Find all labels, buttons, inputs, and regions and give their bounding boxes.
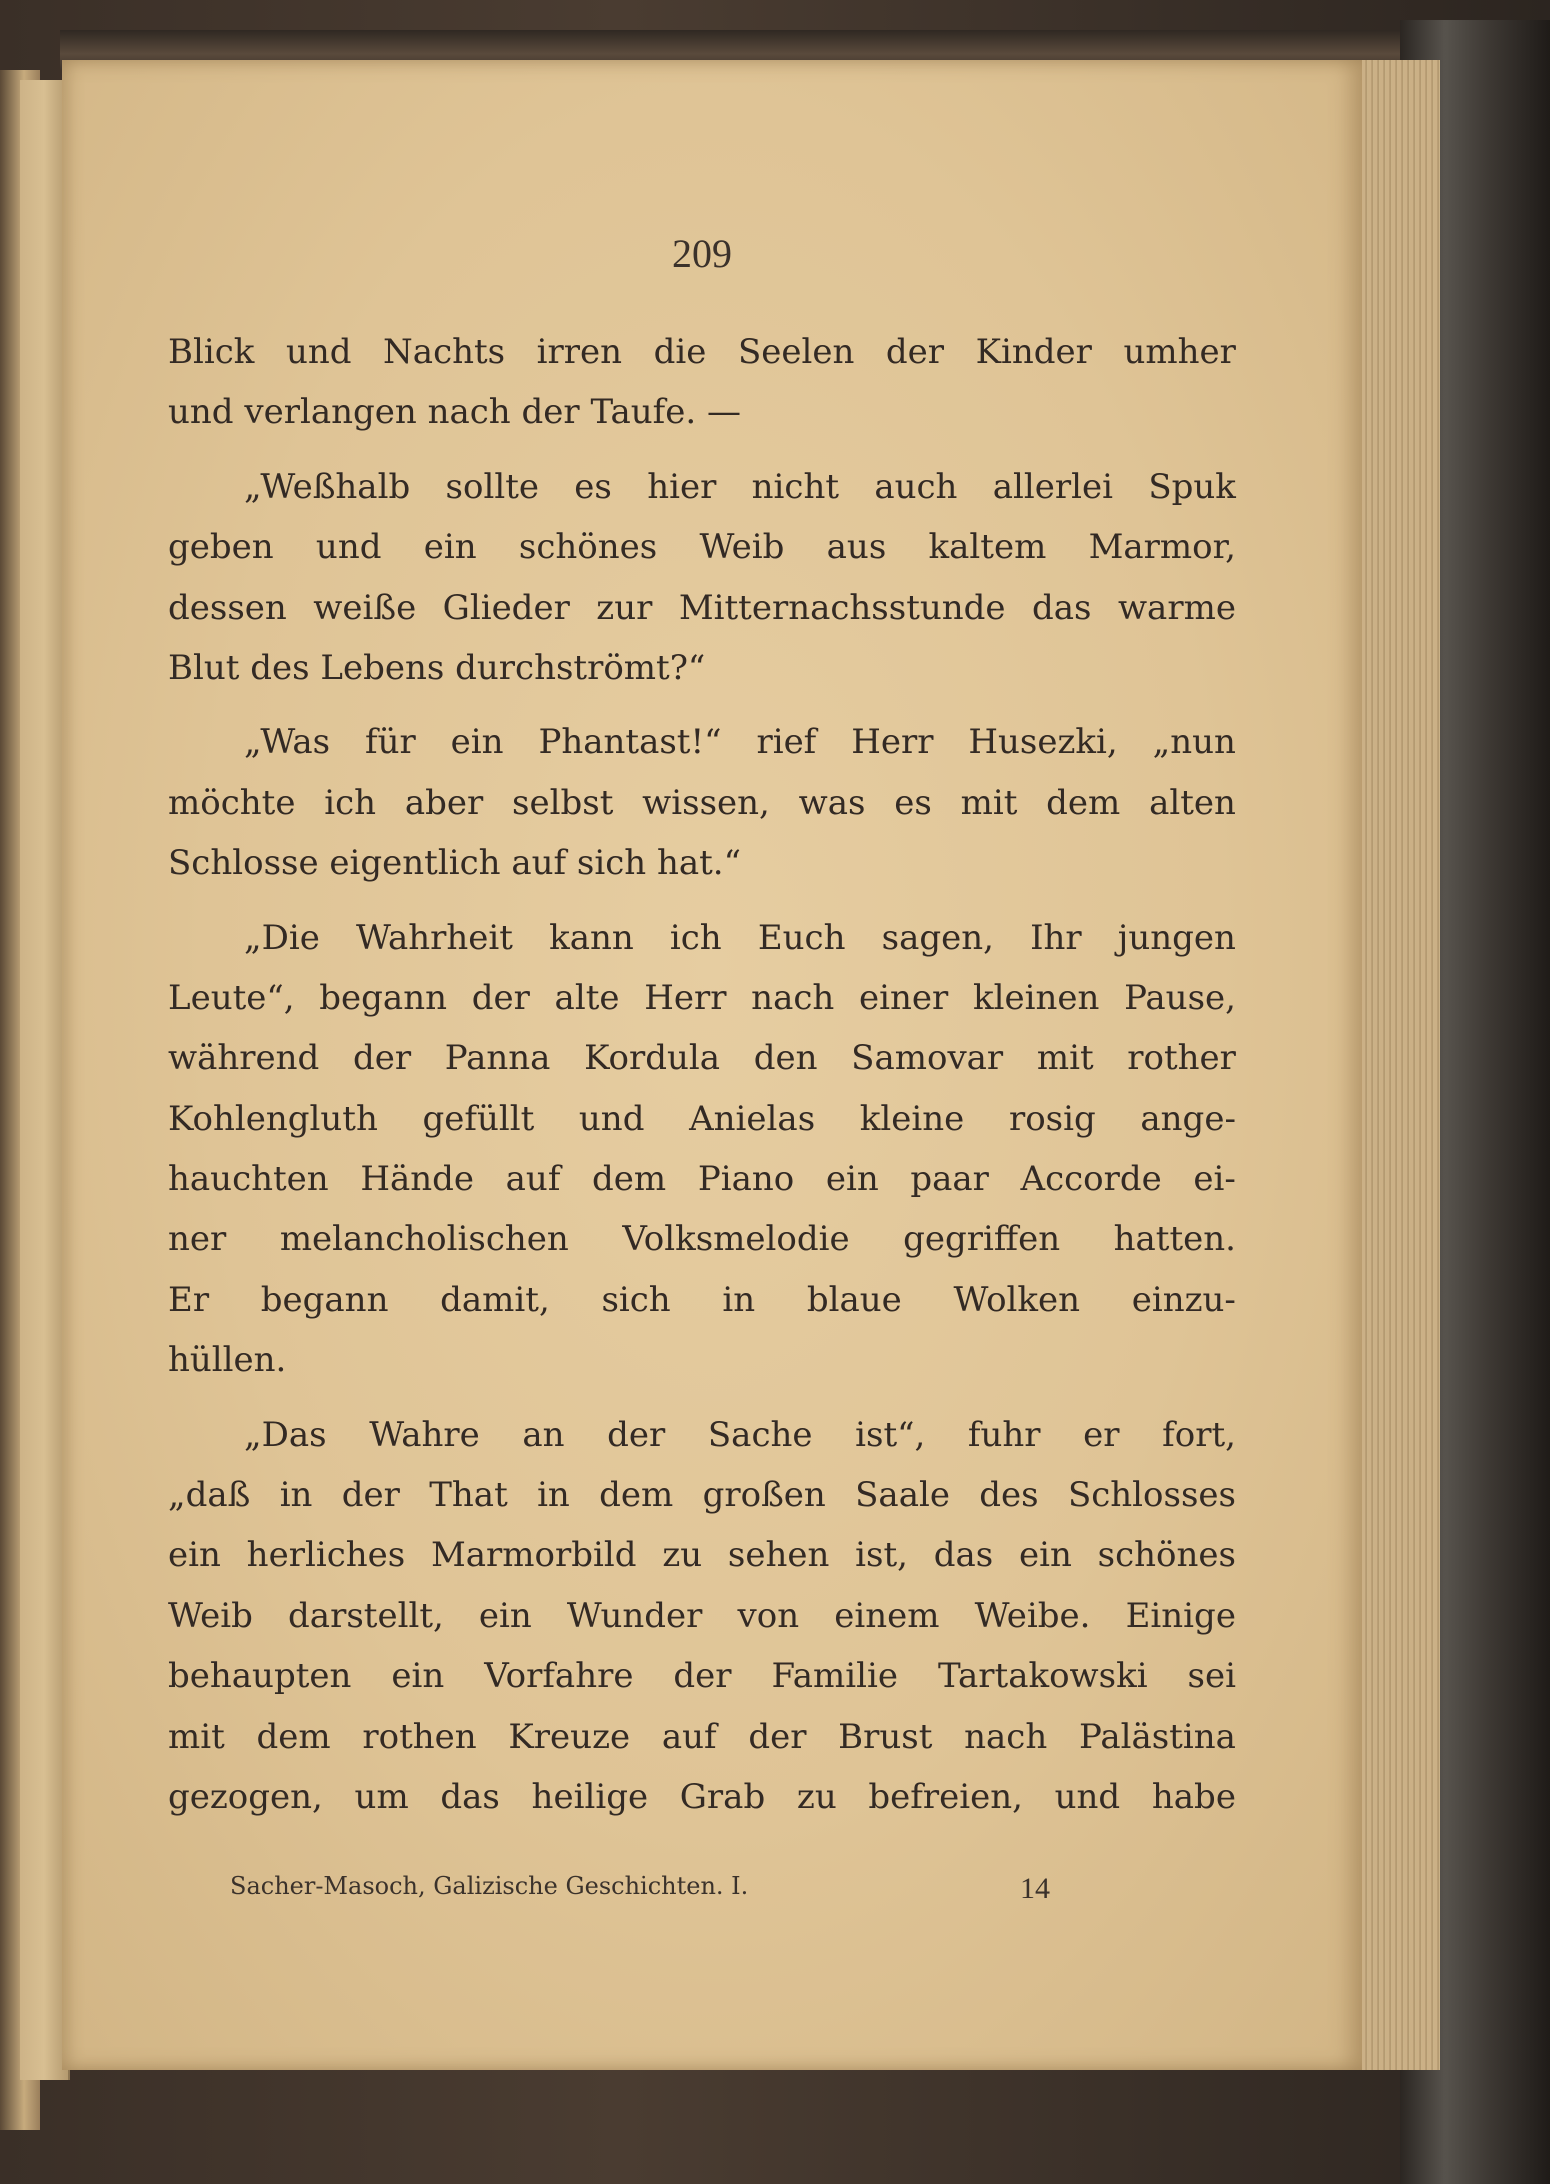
- text-line: Blut des Lebens durchströmt?“: [168, 647, 706, 688]
- text-line: „Das Wahre an der Sache ist“, fuhr er fort,: [244, 1414, 1236, 1455]
- text-line: Blick und Nachts irren die Seelen der Kinder umher: [168, 332, 1236, 372]
- paragraph: [168, 908, 1236, 1391]
- paragraph: [168, 457, 1236, 699]
- text-line: geben und ein schönes Weib aus kaltem Marmor,: [168, 527, 1236, 568]
- text-line: „Weßhalb sollte es hier nicht auch allerlei Spuk: [244, 466, 1236, 507]
- signature-mark: 14: [1020, 1872, 1050, 1905]
- text-line: Kohlengluth gefüllt und Anielas kleine rosig ange-: [168, 1098, 1236, 1139]
- text-line: gezogen, um das heilige Grab zu befreien, und habe: [168, 1776, 1236, 1817]
- text-line: während der Panna Kordula den Samovar mit rother: [168, 1038, 1236, 1079]
- text-line: Weib darstellt, ein Wunder von einem Weibe. Einige: [168, 1595, 1236, 1636]
- text-line: und verlangen nach der Taufe. —: [168, 392, 741, 433]
- text-line: ein herliches Marmorbild zu sehen ist, das ein schönes: [168, 1535, 1236, 1576]
- text-line: dessen weiße Glieder zur Mitternachsstunde das warme: [168, 587, 1236, 628]
- footer-title: Sacher-Masoch, Galizische Geschichten. I.: [230, 1872, 749, 1900]
- paragraph: [168, 1405, 1236, 1828]
- text-line: mit dem rothen Kreuze auf der Brust nach Palästina: [168, 1716, 1236, 1757]
- text-line: ner melancholischen Volksmelodie gegriffen hatten.: [168, 1219, 1236, 1260]
- paragraph: [168, 712, 1236, 893]
- body-text: [168, 322, 1236, 1827]
- text-line: hüllen.: [168, 1340, 287, 1381]
- page-number: 209: [672, 231, 732, 276]
- text-line: hauchten Hände auf dem Piano ein paar Accorde ei-: [168, 1159, 1236, 1200]
- text-line: Schlosse eigentlich auf sich hat.“: [168, 843, 741, 884]
- text-line: „Die Wahrheit kann ich Euch sagen, Ihr jungen: [244, 917, 1236, 958]
- page-footer: [230, 1872, 1090, 1906]
- text-line: Leute“, begann der alte Herr nach einer kleinen Pause,: [168, 977, 1236, 1018]
- text-line: „Was für ein Phantast!“ rief Herr Husezki, „nun: [244, 722, 1236, 763]
- text-line: „daß in der That in dem großen Saale des Schlosses: [168, 1475, 1236, 1516]
- text-line: Er begann damit, sich in blaue Wolken einzu-: [168, 1279, 1236, 1320]
- text-line: behaupten ein Vorfahre der Familie Tartakowski sei: [168, 1656, 1236, 1697]
- paragraph: [168, 322, 1236, 443]
- book-page: [62, 60, 1362, 2070]
- text-line: möchte ich aber selbst wissen, was es mit dem alten: [168, 782, 1236, 823]
